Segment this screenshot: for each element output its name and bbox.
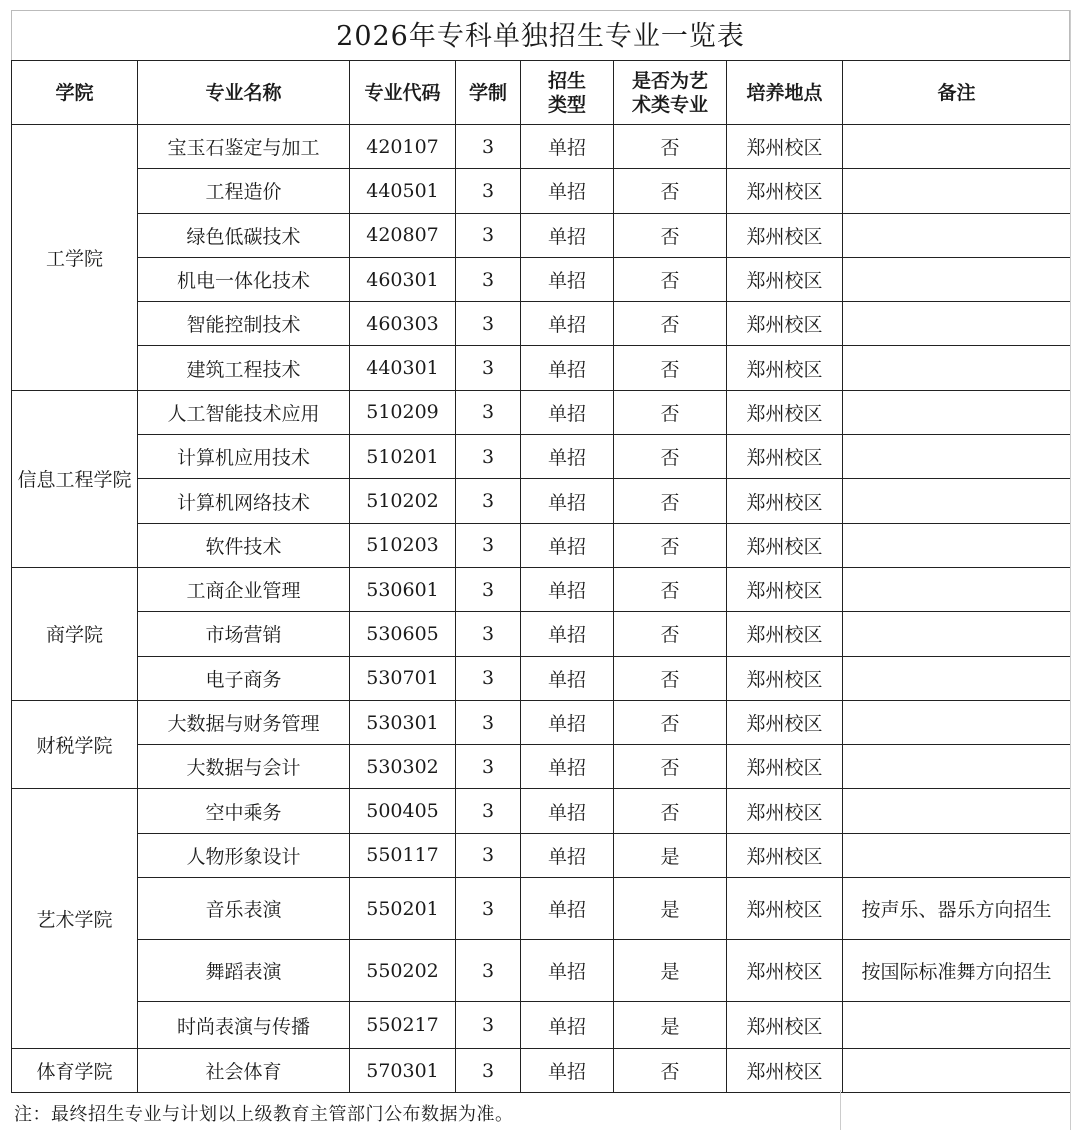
code-cell: 570301 bbox=[350, 1049, 456, 1093]
years-cell: 3 bbox=[456, 302, 521, 346]
years-cell: 3 bbox=[456, 700, 521, 744]
art-cell: 是 bbox=[614, 940, 727, 1002]
years-cell: 3 bbox=[456, 833, 521, 877]
location-cell: 郑州校区 bbox=[727, 567, 843, 611]
note-cell bbox=[843, 169, 1071, 213]
major-cell: 舞蹈表演 bbox=[138, 940, 350, 1002]
type-cell: 单招 bbox=[521, 1002, 614, 1049]
note-cell bbox=[843, 745, 1071, 789]
table-row bbox=[12, 346, 1071, 390]
code-cell: 500405 bbox=[350, 789, 456, 833]
location-cell: 郑州校区 bbox=[727, 1049, 843, 1093]
type-cell: 单招 bbox=[521, 567, 614, 611]
code-cell: 420807 bbox=[350, 213, 456, 257]
years-cell: 3 bbox=[456, 125, 521, 169]
header-art-line1: 是否为艺 bbox=[631, 69, 708, 92]
table-row bbox=[12, 789, 1071, 833]
table-row bbox=[12, 169, 1071, 213]
major-cell: 工商企业管理 bbox=[138, 567, 350, 611]
art-cell: 否 bbox=[614, 346, 727, 390]
header-art-line2: 术类专业 bbox=[631, 93, 708, 116]
major-cell: 音乐表演 bbox=[138, 878, 350, 940]
major-cell: 时尚表演与传播 bbox=[138, 1002, 350, 1049]
note-cell bbox=[843, 567, 1071, 611]
note-cell bbox=[843, 479, 1071, 523]
location-cell: 郑州校区 bbox=[727, 435, 843, 479]
art-cell: 是 bbox=[614, 1002, 727, 1049]
major-cell: 社会体育 bbox=[138, 1049, 350, 1093]
type-cell: 单招 bbox=[521, 1049, 614, 1093]
major-cell: 机电一体化技术 bbox=[138, 257, 350, 301]
location-cell: 郑州校区 bbox=[727, 523, 843, 567]
years-cell: 3 bbox=[456, 656, 521, 700]
table-row bbox=[12, 390, 1071, 434]
art-cell: 否 bbox=[614, 169, 727, 213]
note-cell: 按国际标准舞方向招生 bbox=[843, 940, 1071, 1002]
location-cell: 郑州校区 bbox=[727, 479, 843, 523]
note-cell bbox=[843, 302, 1071, 346]
code-cell: 510209 bbox=[350, 390, 456, 434]
table-row bbox=[12, 745, 1071, 789]
major-cell: 市场营销 bbox=[138, 612, 350, 656]
major-cell: 软件技术 bbox=[138, 523, 350, 567]
art-cell: 否 bbox=[614, 789, 727, 833]
art-cell: 否 bbox=[614, 745, 727, 789]
years-cell: 3 bbox=[456, 435, 521, 479]
art-cell: 否 bbox=[614, 302, 727, 346]
note-cell bbox=[843, 700, 1071, 744]
code-cell: 530605 bbox=[350, 612, 456, 656]
note-cell bbox=[843, 833, 1071, 877]
type-cell: 单招 bbox=[521, 302, 614, 346]
major-cell: 绿色低碳技术 bbox=[138, 213, 350, 257]
header-code: 专业代码 bbox=[350, 61, 456, 125]
years-cell: 3 bbox=[456, 878, 521, 940]
code-cell: 550217 bbox=[350, 1002, 456, 1049]
years-cell: 3 bbox=[456, 745, 521, 789]
note-cell bbox=[843, 390, 1071, 434]
art-cell: 否 bbox=[614, 700, 727, 744]
table-row bbox=[12, 656, 1071, 700]
location-cell: 郑州校区 bbox=[727, 700, 843, 744]
code-cell: 530701 bbox=[350, 656, 456, 700]
table-row bbox=[12, 523, 1071, 567]
table-row bbox=[12, 479, 1071, 523]
years-cell: 3 bbox=[456, 346, 521, 390]
major-cell: 人物形象设计 bbox=[138, 833, 350, 877]
major-cell: 建筑工程技术 bbox=[138, 346, 350, 390]
note-cell bbox=[843, 346, 1071, 390]
location-cell: 郑州校区 bbox=[727, 1002, 843, 1049]
art-cell: 否 bbox=[614, 523, 727, 567]
sheet-gridline bbox=[840, 1090, 841, 1130]
table-row bbox=[12, 878, 1071, 940]
code-cell: 550201 bbox=[350, 878, 456, 940]
type-cell: 单招 bbox=[521, 435, 614, 479]
location-cell: 郑州校区 bbox=[727, 390, 843, 434]
art-cell: 否 bbox=[614, 125, 727, 169]
type-cell: 单招 bbox=[521, 257, 614, 301]
major-cell: 大数据与财务管理 bbox=[138, 700, 350, 744]
table-row bbox=[12, 257, 1071, 301]
art-cell: 是 bbox=[614, 833, 727, 877]
header-location: 培养地点 bbox=[727, 61, 843, 125]
note-cell bbox=[843, 612, 1071, 656]
location-cell: 郑州校区 bbox=[727, 125, 843, 169]
location-cell: 郑州校区 bbox=[727, 745, 843, 789]
header-note: 备注 bbox=[843, 61, 1071, 125]
table-row bbox=[12, 125, 1071, 169]
major-cell: 计算机网络技术 bbox=[138, 479, 350, 523]
major-cell: 电子商务 bbox=[138, 656, 350, 700]
table-row bbox=[12, 213, 1071, 257]
header-type bbox=[521, 61, 614, 125]
college-cell: 工学院 bbox=[12, 125, 138, 391]
code-cell: 460301 bbox=[350, 257, 456, 301]
table-row bbox=[12, 612, 1071, 656]
code-cell: 530302 bbox=[350, 745, 456, 789]
major-cell: 空中乘务 bbox=[138, 789, 350, 833]
type-cell: 单招 bbox=[521, 479, 614, 523]
art-cell: 否 bbox=[614, 257, 727, 301]
header-major: 专业名称 bbox=[138, 61, 350, 125]
table-row bbox=[12, 833, 1071, 877]
years-cell: 3 bbox=[456, 390, 521, 434]
code-cell: 550117 bbox=[350, 833, 456, 877]
note-cell bbox=[843, 789, 1071, 833]
note-cell: 按声乐、器乐方向招生 bbox=[843, 878, 1071, 940]
college-cell: 商学院 bbox=[12, 567, 138, 700]
type-cell: 单招 bbox=[521, 169, 614, 213]
location-cell: 郑州校区 bbox=[727, 302, 843, 346]
location-cell: 郑州校区 bbox=[727, 213, 843, 257]
note-cell bbox=[843, 656, 1071, 700]
code-cell: 440501 bbox=[350, 169, 456, 213]
table-body bbox=[12, 125, 1071, 1093]
footnote: 注：最终招生专业与计划以上级教育主管部门公布数据为准。 bbox=[14, 1104, 514, 1125]
code-cell: 510202 bbox=[350, 479, 456, 523]
majors-table bbox=[11, 60, 1071, 1093]
type-cell: 单招 bbox=[521, 656, 614, 700]
table-row bbox=[12, 435, 1071, 479]
location-cell: 郑州校区 bbox=[727, 656, 843, 700]
table-row bbox=[12, 302, 1071, 346]
major-cell: 智能控制技术 bbox=[138, 302, 350, 346]
location-cell: 郑州校区 bbox=[727, 940, 843, 1002]
location-cell: 郑州校区 bbox=[727, 169, 843, 213]
years-cell: 3 bbox=[456, 612, 521, 656]
type-cell: 单招 bbox=[521, 390, 614, 434]
years-cell: 3 bbox=[456, 1049, 521, 1093]
note-cell bbox=[843, 435, 1071, 479]
page-title: 2026年专科单独招生专业一览表 bbox=[11, 10, 1070, 60]
years-cell: 3 bbox=[456, 523, 521, 567]
table-row bbox=[12, 1049, 1071, 1093]
type-cell: 单招 bbox=[521, 612, 614, 656]
college-cell: 艺术学院 bbox=[12, 789, 138, 1049]
type-cell: 单招 bbox=[521, 346, 614, 390]
college-cell: 体育学院 bbox=[12, 1049, 138, 1093]
code-cell: 530601 bbox=[350, 567, 456, 611]
header-college: 学院 bbox=[12, 61, 138, 125]
type-cell: 单招 bbox=[521, 789, 614, 833]
location-cell: 郑州校区 bbox=[727, 612, 843, 656]
years-cell: 3 bbox=[456, 479, 521, 523]
header-type-line1: 招生 bbox=[547, 69, 586, 92]
code-cell: 440301 bbox=[350, 346, 456, 390]
art-cell: 否 bbox=[614, 435, 727, 479]
table-row bbox=[12, 1002, 1071, 1049]
type-cell: 单招 bbox=[521, 745, 614, 789]
note-cell bbox=[843, 523, 1071, 567]
note-cell bbox=[843, 1049, 1071, 1093]
major-cell: 大数据与会计 bbox=[138, 745, 350, 789]
years-cell: 3 bbox=[456, 1002, 521, 1049]
code-cell: 510201 bbox=[350, 435, 456, 479]
note-cell bbox=[843, 257, 1071, 301]
sheet-gridline bbox=[1070, 10, 1071, 1130]
code-cell: 420107 bbox=[350, 125, 456, 169]
table-row bbox=[12, 700, 1071, 744]
years-cell: 3 bbox=[456, 257, 521, 301]
type-cell: 单招 bbox=[521, 878, 614, 940]
art-cell: 是 bbox=[614, 878, 727, 940]
years-cell: 3 bbox=[456, 789, 521, 833]
location-cell: 郑州校区 bbox=[727, 878, 843, 940]
type-cell: 单招 bbox=[521, 125, 614, 169]
college-cell: 信息工程学院 bbox=[12, 390, 138, 567]
major-cell: 计算机应用技术 bbox=[138, 435, 350, 479]
location-cell: 郑州校区 bbox=[727, 789, 843, 833]
location-cell: 郑州校区 bbox=[727, 833, 843, 877]
table-row bbox=[12, 940, 1071, 1002]
college-cell: 财税学院 bbox=[12, 700, 138, 789]
header-row bbox=[12, 61, 1071, 125]
header-years: 学制 bbox=[456, 61, 521, 125]
art-cell: 否 bbox=[614, 1049, 727, 1093]
type-cell: 单招 bbox=[521, 523, 614, 567]
art-cell: 否 bbox=[614, 479, 727, 523]
major-cell: 宝玉石鉴定与加工 bbox=[138, 125, 350, 169]
art-cell: 否 bbox=[614, 390, 727, 434]
code-cell: 510203 bbox=[350, 523, 456, 567]
note-cell bbox=[843, 125, 1071, 169]
header-type-line2: 类型 bbox=[547, 93, 586, 116]
type-cell: 单招 bbox=[521, 700, 614, 744]
type-cell: 单招 bbox=[521, 940, 614, 1002]
type-cell: 单招 bbox=[521, 833, 614, 877]
code-cell: 460303 bbox=[350, 302, 456, 346]
header-art bbox=[614, 61, 727, 125]
major-cell: 工程造价 bbox=[138, 169, 350, 213]
major-cell: 人工智能技术应用 bbox=[138, 390, 350, 434]
years-cell: 3 bbox=[456, 213, 521, 257]
art-cell: 否 bbox=[614, 567, 727, 611]
art-cell: 否 bbox=[614, 213, 727, 257]
years-cell: 3 bbox=[456, 940, 521, 1002]
note-cell bbox=[843, 1002, 1071, 1049]
location-cell: 郑州校区 bbox=[727, 257, 843, 301]
table-row bbox=[12, 567, 1071, 611]
location-cell: 郑州校区 bbox=[727, 346, 843, 390]
code-cell: 550202 bbox=[350, 940, 456, 1002]
art-cell: 否 bbox=[614, 612, 727, 656]
art-cell: 否 bbox=[614, 656, 727, 700]
type-cell: 单招 bbox=[521, 213, 614, 257]
years-cell: 3 bbox=[456, 567, 521, 611]
note-cell bbox=[843, 213, 1071, 257]
code-cell: 530301 bbox=[350, 700, 456, 744]
years-cell: 3 bbox=[456, 169, 521, 213]
